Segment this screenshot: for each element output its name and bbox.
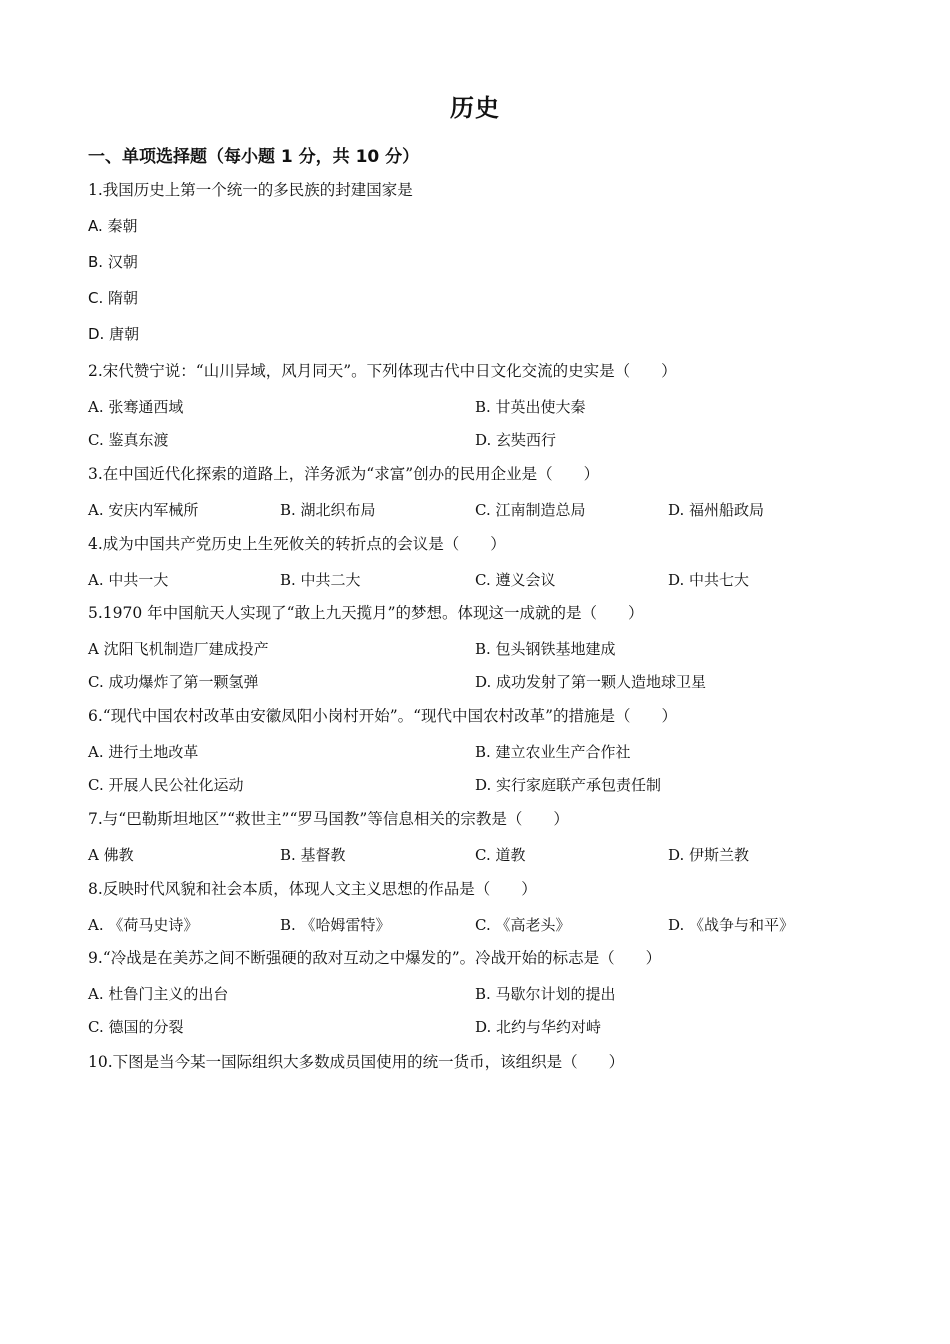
question-4-option-c: C. 遵义会议: [475, 571, 556, 589]
question-7-stem: 7.与“巴勒斯坦地区”“救世主”“罗马国教”等信息相关的宗教是（ ）: [88, 810, 569, 828]
question-8-option-d: D. 《战争与和平》: [668, 916, 795, 934]
question-3-option-a: A. 安庆内军械所: [88, 501, 199, 519]
question-2-option-d: D. 玄奘西行: [475, 431, 557, 449]
question-3-stem: 3.在中国近代化探索的道路上，洋务派为“求富”创办的民用企业是（ ）: [88, 465, 600, 483]
question-5-option-d: D. 成功发射了第一颗人造地球卫星: [475, 673, 707, 691]
question-4-stem: 4.成为中国共产党历史上生死攸关的转折点的会议是（ ）: [88, 535, 506, 553]
question-5-option-b: B. 包头钢铁基地建成: [475, 640, 616, 658]
question-8-option-a: A. 《荷马史诗》: [88, 916, 199, 934]
question-10-stem: 10.下图是当今某一国际组织大多数成员国使用的统一货币，该组织是（ ）: [88, 1053, 625, 1071]
question-9-option-b: B. 马歇尔计划的提出: [475, 985, 616, 1003]
question-6-option-c: C. 开展人民公社化运动: [88, 776, 244, 794]
question-9-option-a: A. 杜鲁门主义的出台: [88, 985, 229, 1003]
question-9-option-c: C. 德国的分裂: [88, 1018, 184, 1036]
question-8-stem: 8.反映时代风貌和社会本质，体现人文主义思想的作品是（ ）: [88, 880, 537, 898]
question-6-option-d: D. 实行家庭联产承包责任制: [475, 776, 662, 794]
question-2-option-a: A. 张骞通西域: [88, 398, 184, 416]
question-7-option-b: B. 基督教: [280, 846, 346, 864]
question-5-option-a: A 沈阳飞机制造厂建成投产: [88, 640, 269, 658]
question-8-option-c: C. 《高老头》: [475, 916, 571, 934]
question-1-stem: 1.我国历史上第一个统一的多民族的封建国家是: [88, 181, 413, 199]
question-9-stem: 9.“冷战是在美苏之间不断强硬的敌对互动之中爆发的”。冷战开始的标志是（ ）: [88, 949, 662, 967]
question-7-option-c: C. 道教: [475, 846, 526, 864]
question-6-option-b: B. 建立农业生产合作社: [475, 743, 631, 761]
question-2-stem: 2.宋代赞宁说：“山川异域，风月同天”。下列体现古代中日文化交流的史实是（ ）: [88, 362, 677, 380]
question-5-stem: 5.1970 年中国航天人实现了“敢上九天揽月”的梦想。体现这一成就的是（ ）: [88, 604, 644, 622]
question-6-option-a: A. 进行土地改革: [88, 743, 199, 761]
question-7-option-d: D. 伊斯兰教: [668, 846, 750, 864]
question-6-stem: 6.“现代中国农村改革由安徽凤阳小岗村开始”。“现代中国农村改革”的措施是（ ）: [88, 707, 677, 725]
section-heading: 一、单项选择题（每小题 1 分，共 10 分）: [88, 147, 420, 167]
question-7-option-a: A 佛教: [88, 846, 134, 864]
question-4-option-d: D. 中共七大: [668, 571, 750, 589]
question-1-option-c: C. 隋朝: [88, 289, 139, 307]
question-1-option-d: D. 唐朝: [88, 325, 140, 343]
question-9-option-d: D. 北约与华约对峙: [475, 1018, 602, 1036]
question-3-option-b: B. 湖北织布局: [280, 501, 376, 519]
question-2-option-b: B. 甘英出使大秦: [475, 398, 586, 416]
page-title: 历史: [450, 94, 500, 122]
question-1-option-b: B. 汉朝: [88, 253, 138, 271]
question-2-option-c: C. 鉴真东渡: [88, 431, 169, 449]
question-1-option-a: A. 秦朝: [88, 217, 138, 235]
question-5-option-c: C. 成功爆炸了第一颗氢弹: [88, 673, 259, 691]
question-3-option-c: C. 江南制造总局: [475, 501, 586, 519]
question-3-option-d: D. 福州船政局: [668, 501, 765, 519]
question-4-option-a: A. 中共一大: [88, 571, 169, 589]
question-8-option-b: B. 《哈姆雷特》: [280, 916, 391, 934]
question-4-option-b: B. 中共二大: [280, 571, 361, 589]
